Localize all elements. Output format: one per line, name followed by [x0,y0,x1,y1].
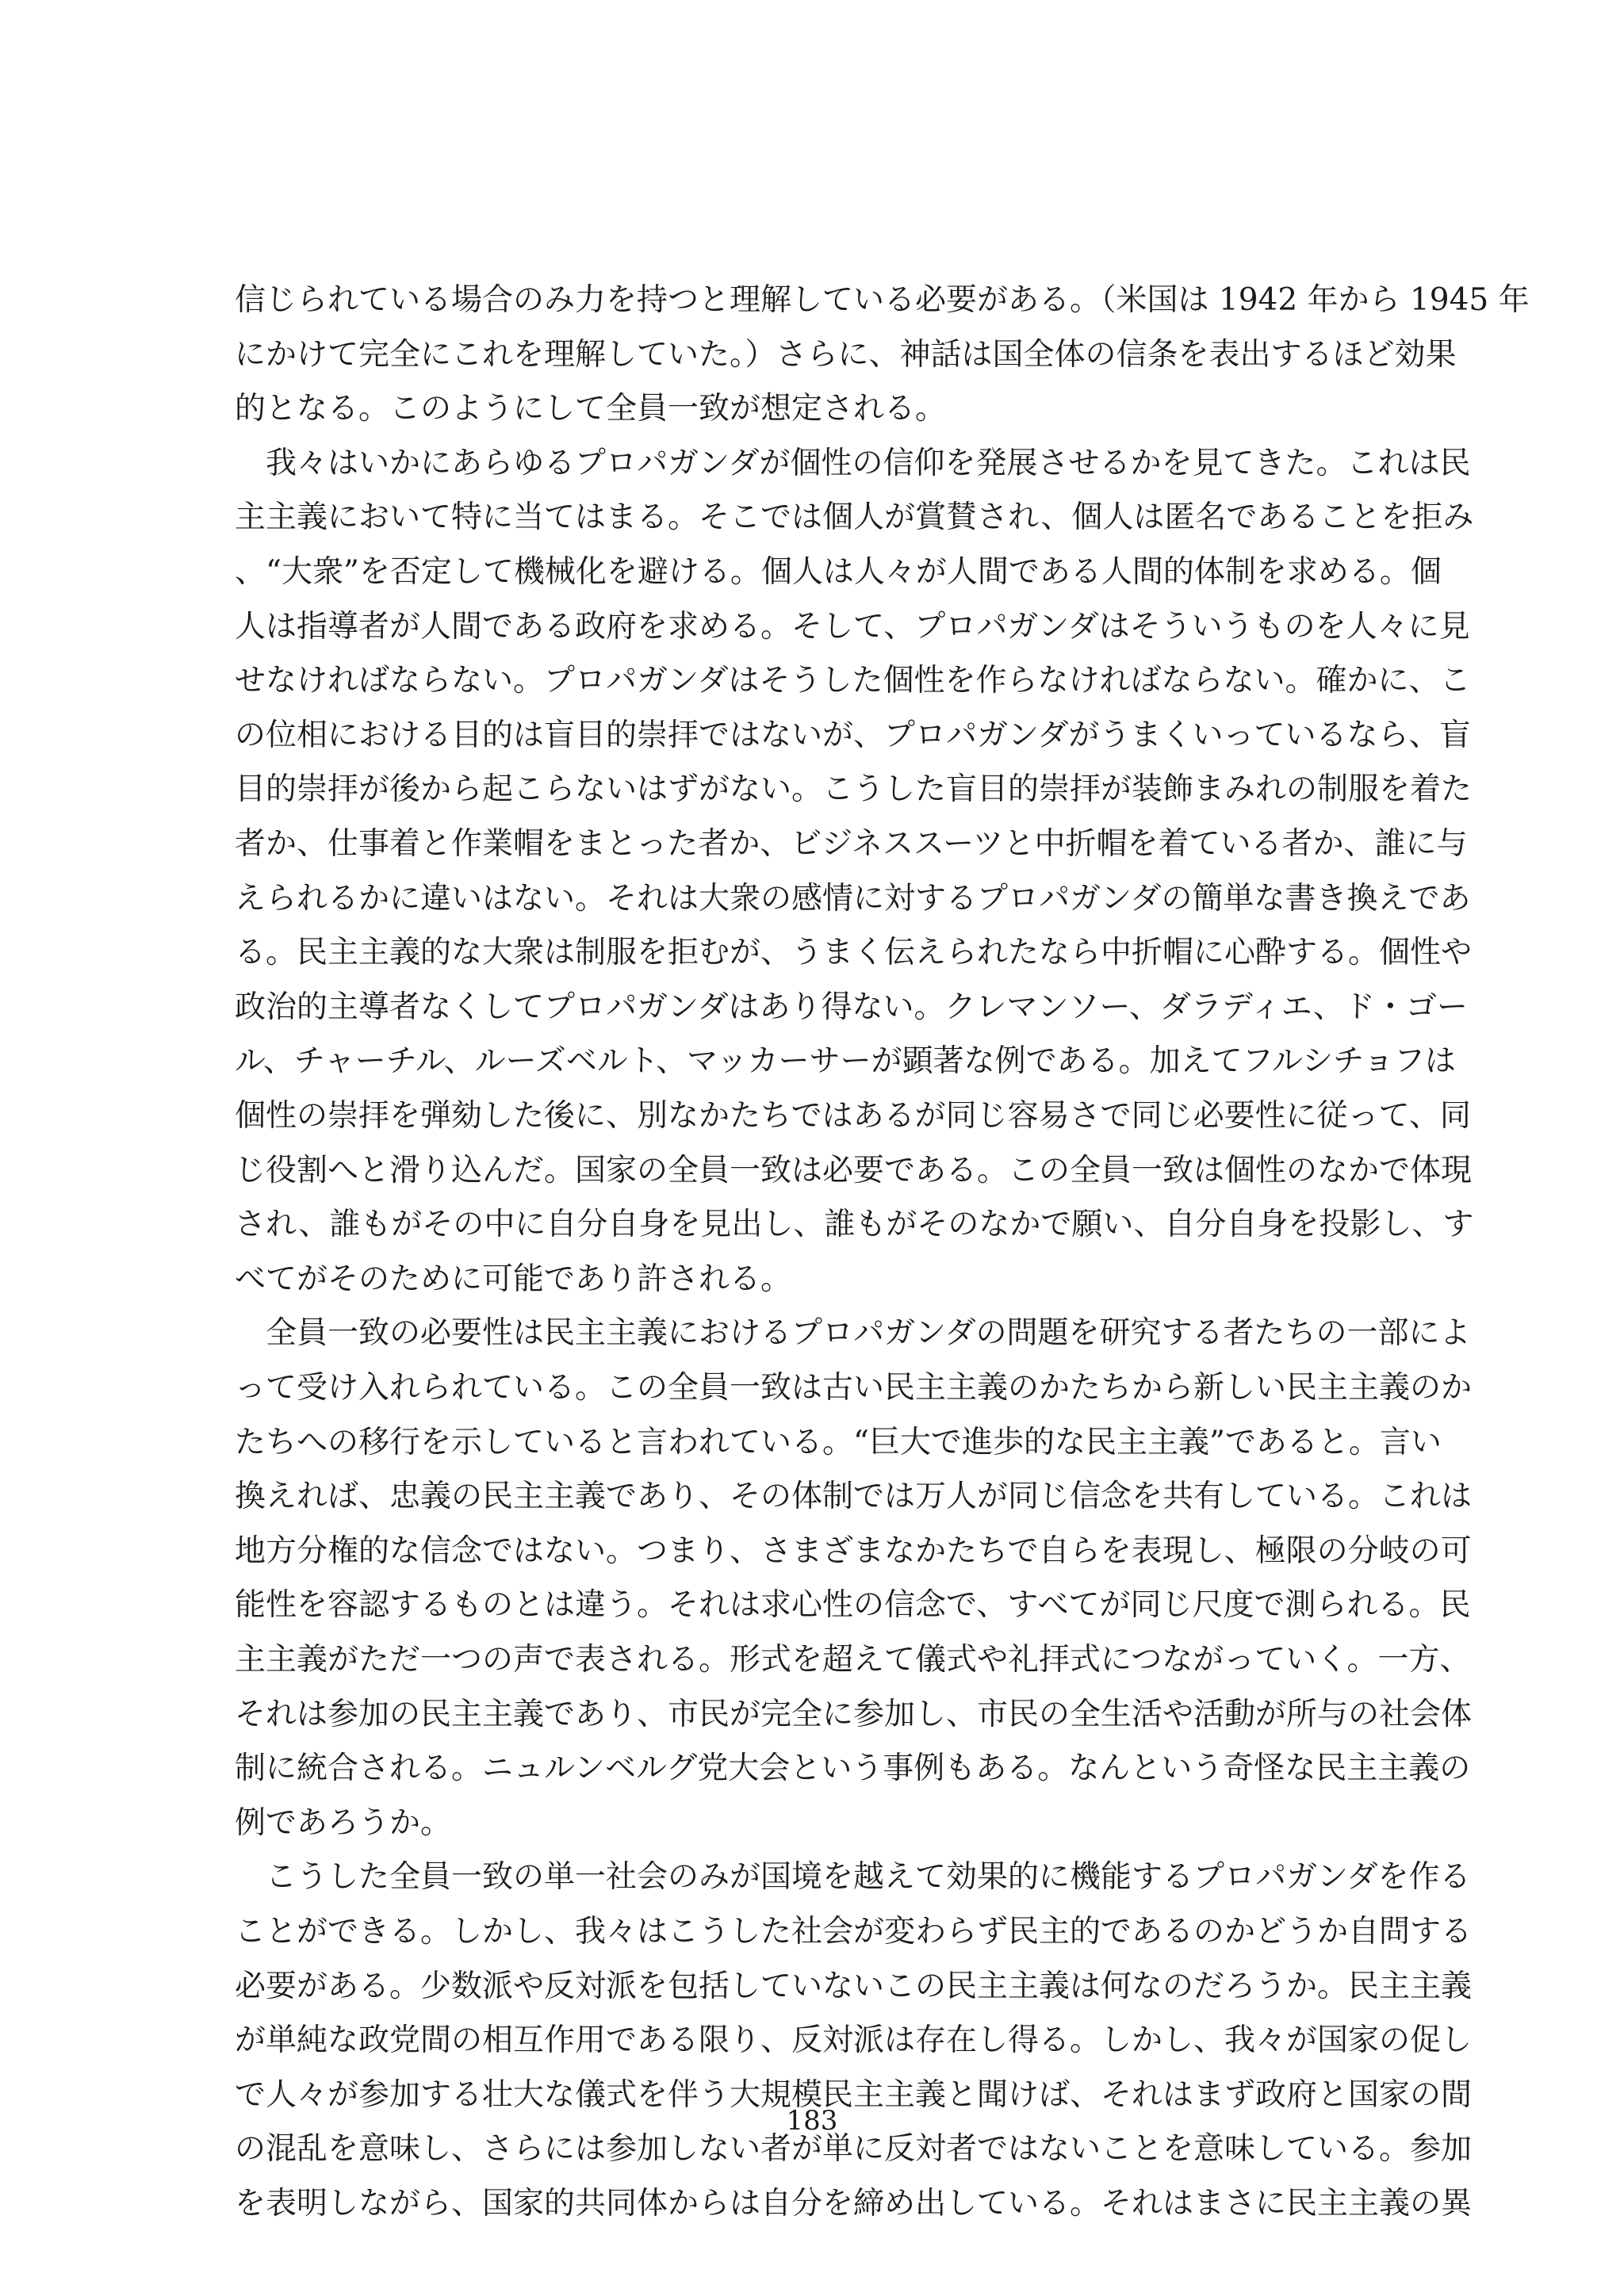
text-line: を表明しながら、国家的共同体からは自分を締め出している。それはまさに民主主義の異 [235,2186,1473,2221]
text-line: 者か、仕事着と作業帽をまとった者か、ビジネススーツと中折帽を着ている者か、誰に与 [235,826,1468,862]
text-line: の位相における目的は盲目的崇拝ではないが、プロパガンダがうまくいっているなら、盲 [235,718,1471,753]
text-line: 制に統合される。ニュルンベルグ党大会という事例もある。なんという奇怪な民主主義の [235,1751,1471,1786]
text-line: で人々が参加する壮大な儀式を伴う大規模民主主義と聞けば、それはまず政府と国家の間 [235,2077,1473,2113]
text-line: えられるかに違いはない。それは大衆の感情に対するプロパガンダの簡単な書き換えであ [235,881,1471,916]
text-line: 能性を容認するものとは違う。それは求心性の信念で、すべてが同じ尺度で測られる。民 [235,1587,1471,1623]
text-line: こうした全員一致の単一社会のみが国境を越えて効果的に機能するプロパガンダを作る [235,1859,1471,1895]
text-line: 人は指導者が人間である政府を求める。そして、プロパガンダはそういうものを人々に見 [235,609,1470,645]
text-line: たちへの移行を示していると言われている。“巨大で進歩的な民主主義”であると。言い [235,1425,1442,1460]
text-line: 必要がある。少数派や反対派を包括していないこの民主主義は何なのだろうか。民主主義 [235,1969,1473,2004]
text-line: 地方分権的な信念ではない。つまり、さまざまなかたちで自らを表現し、極限の分岐の可 [235,1533,1472,1569]
text-line: 換えれば、忠義の民主主義であり、その体制では万人が同じ信念を共有している。これは [235,1479,1473,1514]
text-line: にかけて完全にこれを理解していた。）さらに、神話は国全体の信条を表出するほど効果 [235,337,1457,373]
text-line: 目的崇拝が後から起こらないはずがない。こうした盲目的崇拝が装飾まみれの制服を着た [235,771,1473,807]
text-line: ル、チャーチル、ルーズベルト、マッカーサーが顕著な例である。加えてフルシチョフは [235,1043,1456,1079]
text-line: 的となる。このようにして全員一致が想定される。 [235,391,947,427]
text-line: 主主義において特に当てはまる。そこでは個人が賞賛され、個人は匿名であることを拒み [235,499,1474,535]
text-line: せなければならない。プロパガンダはそうした個性を作らなければならない。確かに、こ [235,663,1471,698]
text-line: る。民主主義的な大衆は制服を拒むが、うまく伝えられたなら中折帽に心酔する。個性や [235,935,1473,970]
text-line: 我々はいかにあらゆるプロパガンダが個性の信仰を発展させるかを見てきた。これは民 [235,446,1471,481]
text-line: 政治的主導者なくしてプロパガンダはあり得ない。クレマンソー、ダラディエ、ド・ゴー [235,989,1468,1025]
text-line: が単純な政党間の相互作用である限り、反対派は存在し得る。しかし、我々が国家の促し [235,2022,1473,2058]
text-line: って受け入れられている。この全員一致は古い民主主義のかたちから新しい民主主義のか [235,1370,1473,1406]
text-line: ことができる。しかし、我々はこうした社会が変わらず民主的であるのかどうか自問する [235,1914,1473,1950]
text-line: 全員一致の必要性は民主主義におけるプロパガンダの問題を研究する者たちの一部によ [235,1315,1471,1351]
text-line: され、誰もがその中に自分自身を見出し、誰もがそのなかで願い、自分自身を投影し、す [235,1207,1474,1242]
text-line: 主主義がただ一つの声で表される。形式を超えて儀式や礼拝式につながっていく。一方、 [235,1642,1471,1678]
text-line: の混乱を意味し、さらには参加しない者が単に反対者ではないことを意味している。参加 [235,2131,1473,2167]
text-line: 例であろうか。 [235,1805,452,1841]
text-line: じ役割へと滑り込んだ。国家の全員一致は必要である。この全員一致は個性のなかで体現 [235,1153,1473,1188]
text-line: 、“大衆”を否定して機械化を避ける。個人は人々が人間である人間的体制を求める。個 [235,554,1442,590]
page-number: 183 [786,2105,838,2137]
text-line: それは参加の民主主義であり、市民が完全に参加し、市民の全生活や活動が所与の社会体 [235,1697,1473,1732]
text-line: 個性の崇拝を弾劾した後に、別なかたちではあるが同じ容易さで同じ必要性に従って、同 [235,1098,1471,1134]
text-line: 信じられている場合のみ力を持つと理解している必要がある。（米国は 1942 年から 1945 年 [235,282,1530,318]
text-line: べてがそのために可能であり許される。 [235,1261,792,1297]
